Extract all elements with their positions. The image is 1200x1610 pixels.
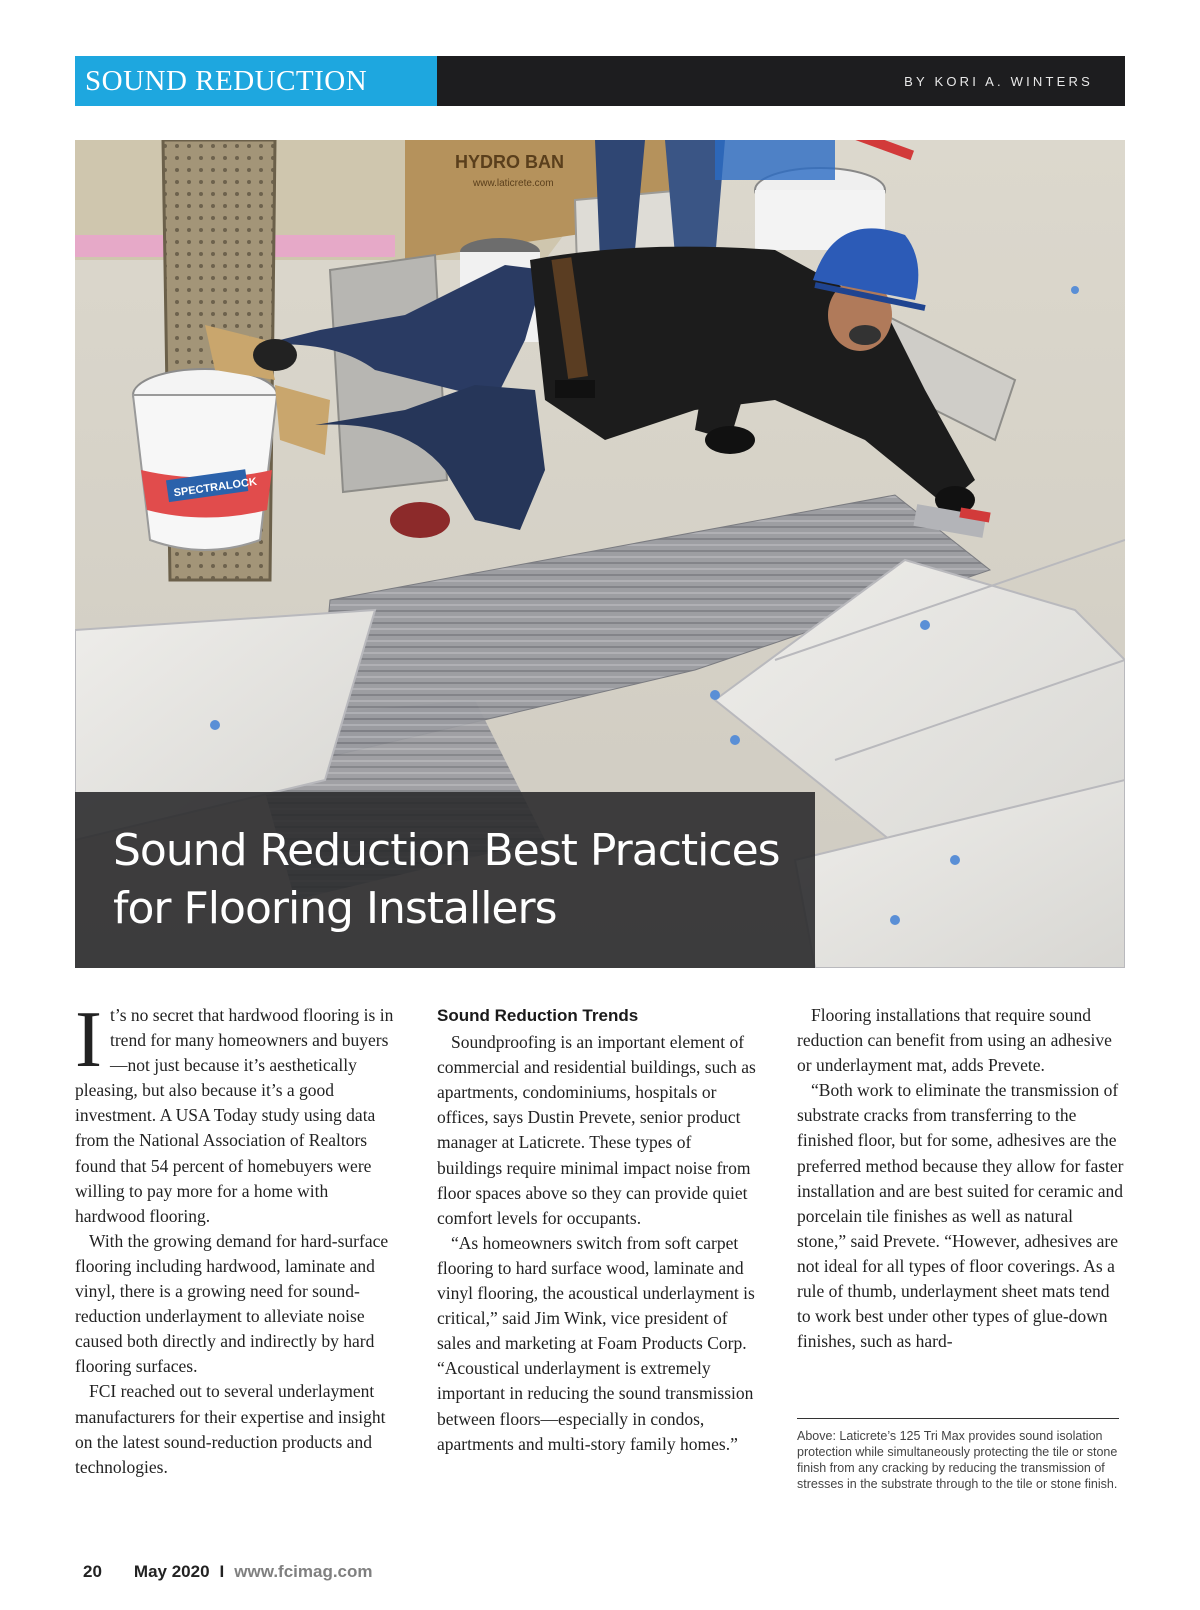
intro-paragraph xyxy=(75,994,397,1229)
hero-photo xyxy=(75,140,1125,968)
bucket-label-text: SPECTRALOCK xyxy=(173,475,258,500)
subheading: Sound Reduction Trends xyxy=(437,1006,639,1025)
paragraph: FCI reached out to several underlayment manufacturers for their expertise and insight on the latest sound-reduction products and technologies. xyxy=(75,1381,386,1477)
section-label: SOUND REDUCTION xyxy=(75,56,437,106)
website-link[interactable]: www.fcimag.com xyxy=(234,1562,373,1581)
issue-date: May 2020 xyxy=(133,1562,210,1581)
paragraph: Soundproofing is an important element of commercial and residential buildings, such as apartments, condominiums, hospitals or offices, says Dustin Prevete, senior product manager at Laticrete. These types of buildings require minimal impact noise from floor spaces above so they can provide quiet comfort levels for occupants. xyxy=(437,1032,756,1228)
page-number: 20 xyxy=(83,1562,102,1581)
paragraph: Flooring installations that require sound reduction can benefit from using an adhesive or underlayment mat, adds Prevete. xyxy=(797,1005,1112,1076)
title-line-2: for Flooring Installers xyxy=(113,883,557,934)
section-header xyxy=(75,56,1125,106)
page-footer xyxy=(83,1562,373,1582)
wall-url-text: www.laticrete.com xyxy=(473,178,554,189)
title-line-1: Sound Reduction Best Practices xyxy=(113,825,780,876)
paragraph: With the growing demand for hard-surface flooring including hardwood, laminate and vinyl, there is a growing need for sound-reduction underlayment to alleviate noise caused both directly and indirectly by hard flooring surfaces. xyxy=(75,1230,389,1377)
photo-caption: Above: Laticrete’s 125 Tri Max provides sound isolation protection while simultaneously protecting the tile or stone finish from any cracking by reducing the transmission of stresses in the substrate through to the tile or stone finish. xyxy=(797,1429,1118,1491)
title-overlay xyxy=(75,792,815,968)
drop-cap: I xyxy=(75,994,102,1084)
paragraph-text: t’s no secret that hardwood flooring is in trend for many homeowners and buyers—not just because it’s aesthetically pleasing, but also because it’s a good investment. A USA Today study using data from the National Association of Realtors found that 54 percent of homebuyers were willing to pay more for a home with hardwood flooring. xyxy=(75,1005,394,1226)
paragraph: “Both work to eliminate the transmission of substrate cracks from transferring to the finished floor, but for some, adhesives are the preferred method because they allow for faster installation and are best suited for ceramic and porcelain tile finishes as well as natural stone,” said Prevete. “However, adhesives are not ideal for all types of floor coverings. As a rule of thumb, underlayment sheet mats tend to work best under other types of glue-down finishes, such as hard- xyxy=(797,1080,1124,1352)
paragraph: “As homeowners switch from soft carpet flooring to hard surface wood, laminate and vinyl flooring, the acoustical underlayment is critical,” said Jim Wink, vice president of sales and marketing at Foam Products Corp. “Acoustical underlayment is extremely important in reducing the sound transmission between floors—especially in condos, apartments and multi-story family homes.” xyxy=(437,1232,755,1454)
caption-divider xyxy=(797,1418,1119,1419)
column-3 xyxy=(797,1003,1125,1354)
column-1 xyxy=(75,994,397,1480)
column-2 xyxy=(437,1003,759,1457)
wall-brand-text: HYDRO BAN xyxy=(455,152,565,172)
article-title xyxy=(113,822,803,938)
byline: BY KORI A. WINTERS xyxy=(904,73,1093,89)
footer-separator: I xyxy=(219,1562,225,1581)
